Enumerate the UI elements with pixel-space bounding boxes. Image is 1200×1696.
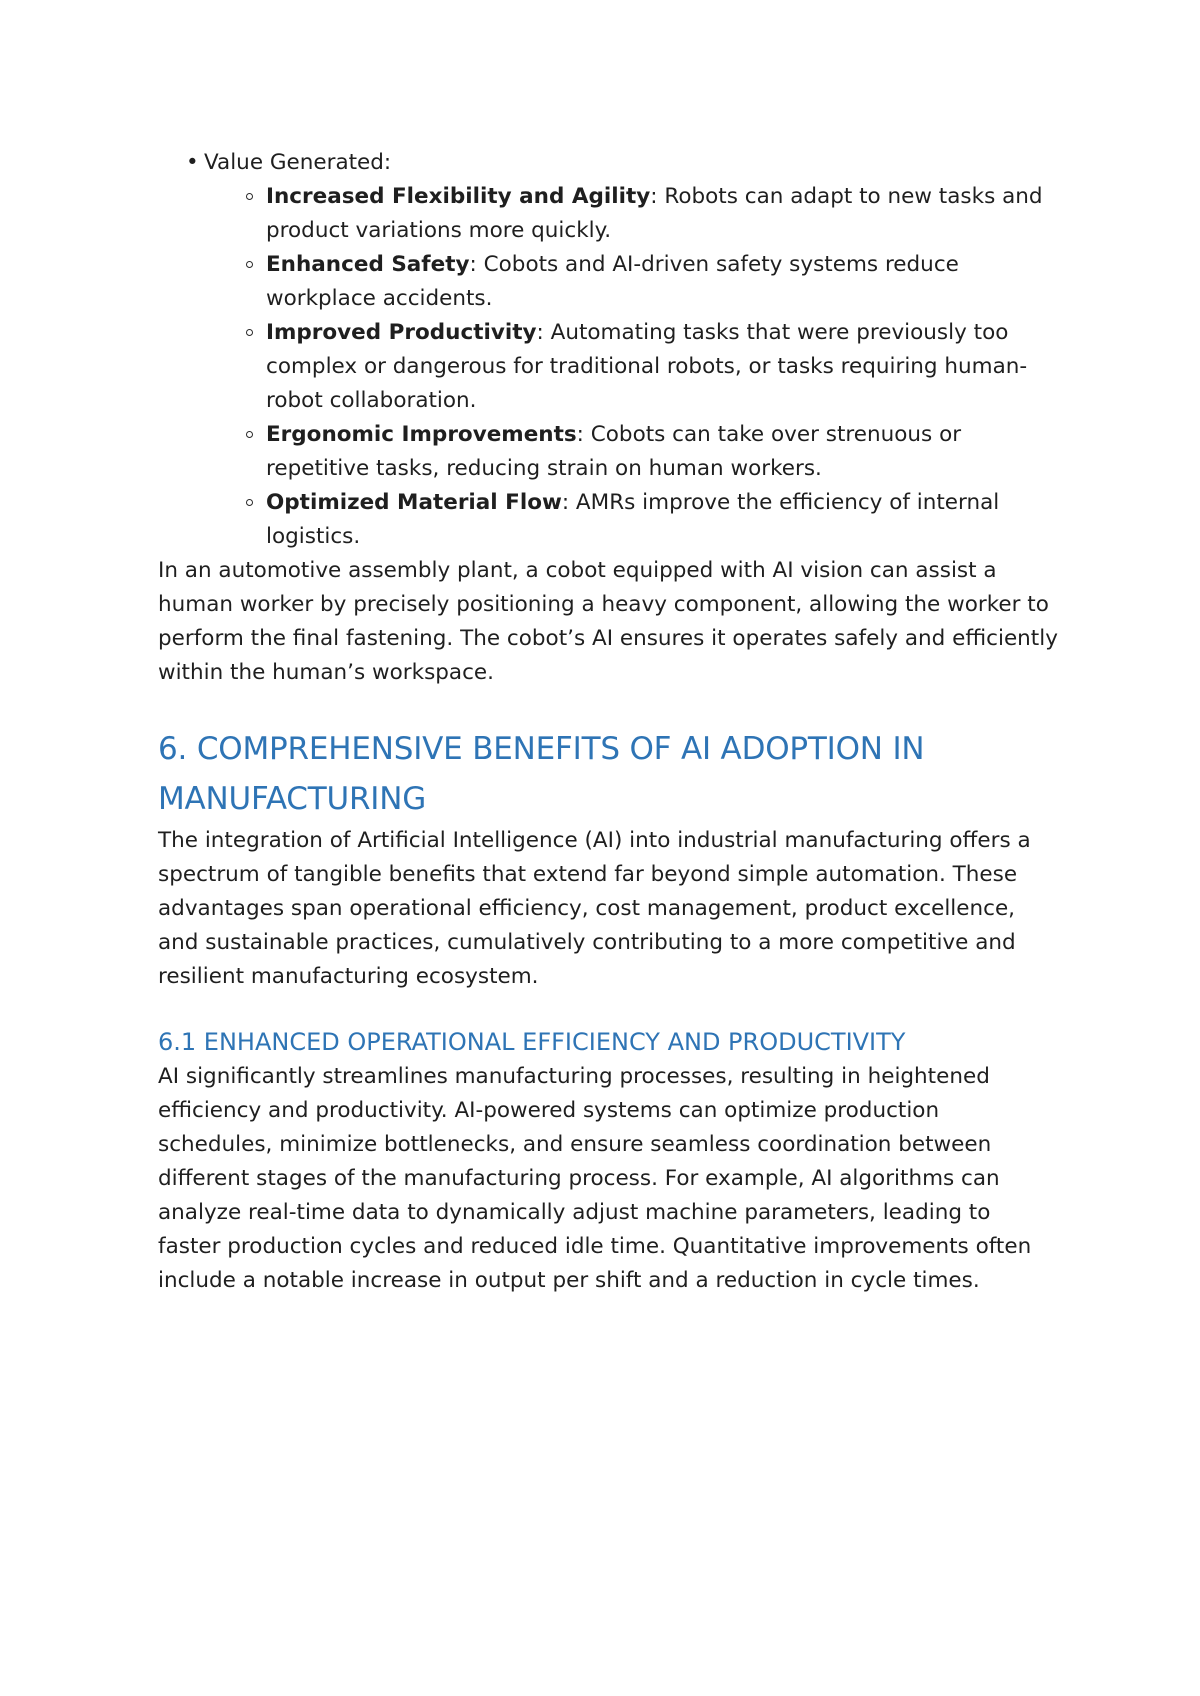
hollow-bullet-icon [246, 329, 253, 336]
hollow-bullet-icon [246, 193, 253, 200]
value-sub-item [266, 180, 1058, 248]
hollow-bullet-icon [246, 499, 253, 506]
value-sub-item [266, 248, 1058, 316]
subsection-paragraph: AI significantly streamlines manufacturing processes, resulting in heightened efficiency and productivity. AI-powered systems can optimize production schedules, minimize bottlenecks, and ensure seamless coordination between different stages of the manufacturing process. For example, AI algorithms can analyze real-time data to dynamically adjust machine parameters, leading to faster production cycles and reduced idle time. Quantitative improvements often include a notable increase in output per shift and a reduction in cycle times. [158, 1064, 1032, 1293]
value-sub-item [266, 418, 1058, 486]
value-term: Increased Flexibility and Agility [266, 184, 651, 209]
value-text: : Cobots and AI-driven safety systems reduce workplace accidents. [266, 252, 959, 311]
intro-paragraph: The integration of Artificial Intelligence (AI) into industrial manufacturing offers a spectrum of tangible benefits that extend far beyond simple automation. These advantages span operational efficiency, cost management, product excellence, and sustainable practices, cumulatively contributing to a more competitive and resilient manufacturing ecosystem. [158, 828, 1031, 989]
bullet-icon: • [186, 150, 199, 175]
value-text: : Automating tasks that were previously too complex or dangerous for traditional robots, or tasks requiring human-robot collaboration. [266, 320, 1028, 413]
page-content [158, 146, 1058, 1298]
value-term: Improved Productivity [266, 320, 537, 345]
value-generated-label: Value Generated: [204, 150, 392, 175]
value-term: Enhanced Safety [266, 252, 470, 277]
value-text: : Robots can adapt to new tasks and product variations more quickly. [266, 184, 1043, 243]
value-sub-list [204, 180, 1058, 554]
subsection-heading: 6.1 ENHANCED OPERATIONAL EFFICIENCY AND PRODUCTIVITY [158, 1028, 906, 1056]
value-text: : Cobots can take over strenuous or repetitive tasks, reducing strain on human workers. [266, 422, 962, 481]
hollow-bullet-icon [246, 261, 253, 268]
value-generated-list [158, 146, 1058, 554]
value-text: : AMRs improve the efficiency of internal logistics. [266, 490, 1000, 549]
section-heading: 6. COMPREHENSIVE BENEFITS OF AI ADOPTION IN MANUFACTURING [158, 731, 925, 817]
value-generated-item [186, 146, 1058, 554]
value-term: Optimized Material Flow [266, 490, 562, 515]
hollow-bullet-icon [246, 431, 253, 438]
example-paragraph: In an automotive assembly plant, a cobot equipped with AI vision can assist a human worker by precisely positioning a heavy component, allowing the worker to perform the final fastening. The cobot’s AI ensures it operates safely and efficiently within the human’s workspace. [158, 558, 1058, 685]
value-sub-item [266, 486, 1058, 554]
value-sub-item [266, 316, 1058, 418]
value-term: Ergonomic Improvements [266, 422, 577, 447]
